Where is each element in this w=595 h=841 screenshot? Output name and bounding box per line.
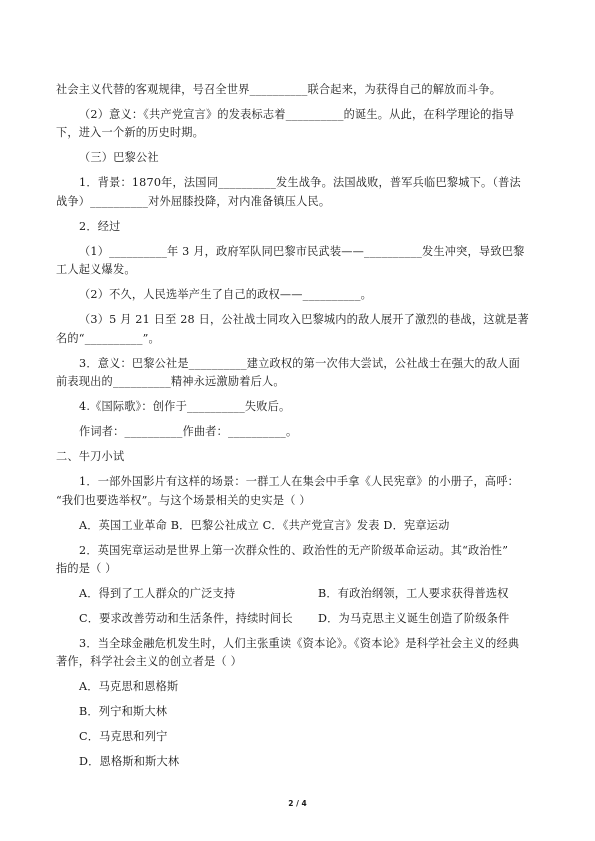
question-text: 3．当全球金融危机发生时，人们主张重读《资本论》。《资本论》是科学社会主义的经典 [79,637,520,650]
page-number: 2 / 4 [288,799,307,808]
question-text: “我们也要选举权”。与这个场景相关的史实是（ ） [56,494,311,507]
option-a: A．得到了工人群众的广泛支持 [79,587,236,600]
option-c: C．要求改善劳动和生活条件，持续时间长 [79,612,293,625]
text-line: （2）意义：《共产党宣言》的发表标志着__________的诞生。从此，在科学理论的指导 [79,108,515,121]
text-line: 2．经过 [79,220,121,233]
options-line: A．英国工业革命 B．巴黎公社成立 C．《共产党宣言》发表 D．宪章运动 [79,519,450,532]
text-line: 下，进入一个新的历史时期。 [56,126,205,139]
option-a: A．马克思和恩格斯 [79,680,179,693]
text-line: 3．意义：巴黎公社是__________建立政权的第一次伟大尝试，公社战士在强大的敌人面 [79,357,521,370]
question-text: 著作，科学社会主义的创立者是（ ） [56,655,242,668]
question-text: 1．一部外国影片有这样的场景：一群工人在集会中手拿《人民宪章》的小册子，高呼： [79,475,520,488]
text-line: 社会主义代替的客观规律，号召全世界__________联合起来，为获得自己的解放而斗争。 [56,83,502,96]
question-text: 2．英国宪章运动是世界上第一次群众性的、政治性的无产阶级革命运动。其“政治性” [79,544,509,557]
text-line: （1）__________年 3 月，政府军队同巴黎市民武装——__________发生冲突，导致巴黎 [79,245,525,258]
text-line: 名的“__________”。 [56,332,160,345]
option-b: B．列宁和斯大林 [79,705,168,718]
text-line: 前表现出的__________精神永远激励着后人。 [56,375,285,388]
question-text: 指的是（ ） [56,562,117,575]
text-line: 作词者：__________作曲者：__________。 [79,425,298,438]
option-c: C．马克思和列宁 [79,730,168,743]
text-line: 工人起义爆发。 [56,263,136,276]
text-line: 战争）__________对外屈膝投降，对内准备镇压人民。 [56,195,331,208]
option-d: D．恩格斯和斯大林 [79,755,180,768]
text-line: （3）5 月 21 日至 28 日，公社战士同攻入巴黎城内的敌人展开了激烈的巷战，这就是著 [79,313,529,326]
text-line: （2）不久，人民选举产生了自己的政权——__________。 [79,288,373,301]
option-d: D．为马克思主义诞生创造了阶级条件 [318,612,510,625]
section-heading: 二、牛刀小试 [56,450,125,463]
text-line: 4.《国际歌》：创作于__________失败后。 [79,400,291,413]
text-line: 1．背景：1870年，法国同__________发生战争。法国战败，普军兵临巴黎城下。（普法 [79,176,521,189]
section-heading: （三）巴黎公社 [79,151,159,164]
option-b: B．有政治纲领，工人要求获得普选权 [318,587,509,600]
